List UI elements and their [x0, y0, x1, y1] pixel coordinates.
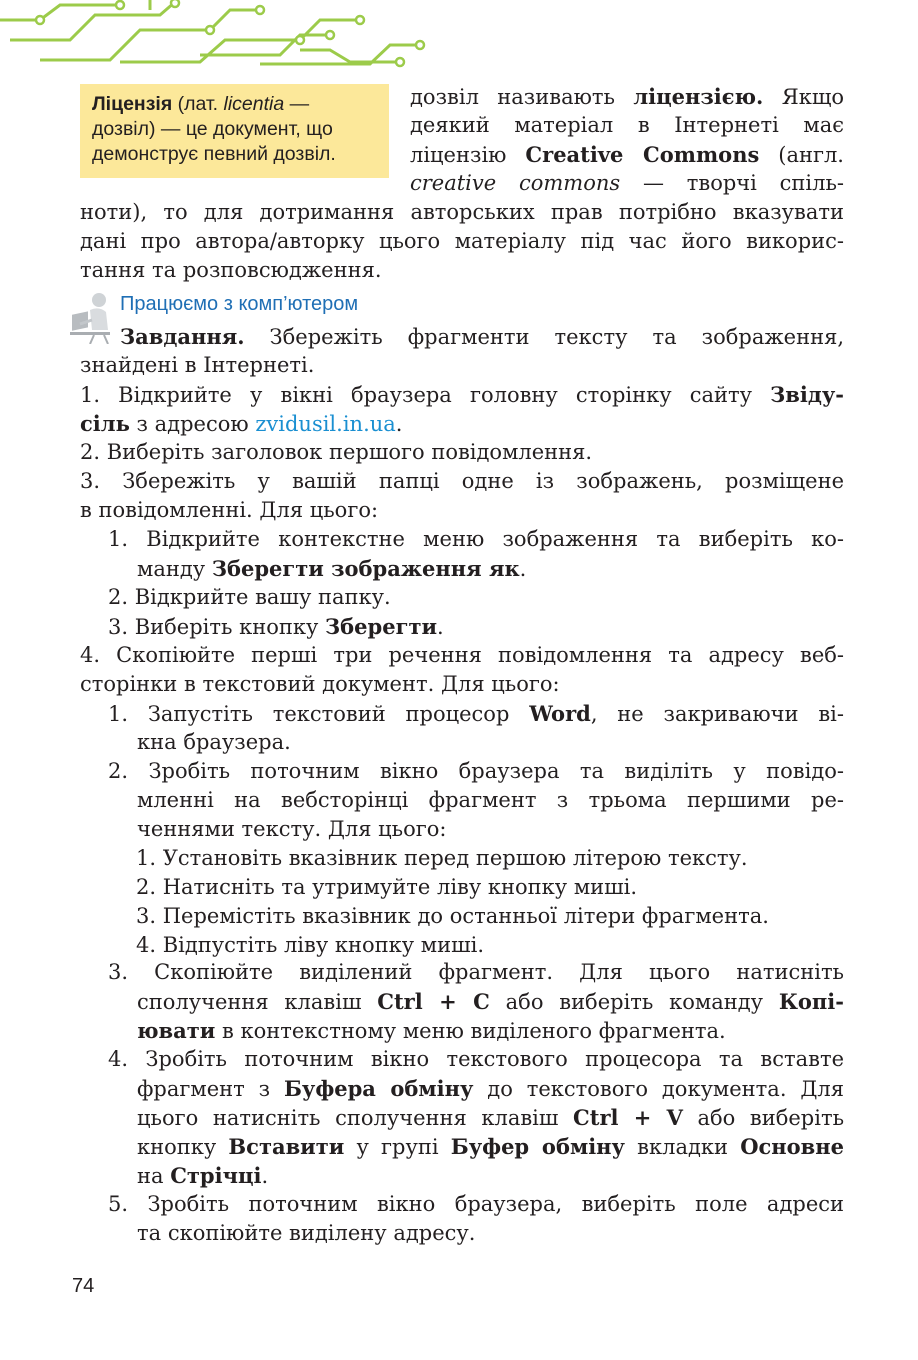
text-line: 3. Скопіюйте виділений фрагмент. Для цього натисніть: [108, 960, 844, 984]
task-label: Завдання.: [120, 324, 245, 349]
step-4-3: [108, 958, 844, 987]
step-3-1: [108, 525, 844, 554]
circuit-decoration: [0, 0, 430, 70]
text-line: мленні на вебсторінці фрагмент з трьома першими ре-: [137, 788, 844, 812]
text-line: манду Зберегти зображення як.: [137, 556, 527, 581]
text-line: фрагмент з Буфера обміну до текстового документа. Для: [137, 1076, 844, 1101]
step-4-4-cont: [137, 1074, 844, 1190]
text-line: та скопіюйте виділену адресу.: [137, 1221, 476, 1245]
text-line: ліцензію Creative Commons (англ.: [410, 142, 844, 167]
text-line: 3. Збережіть у вашій папці одне із зображень, розміщене: [80, 469, 844, 493]
step-3: [80, 467, 844, 525]
text-line: сторінки в текстовий документ. Для цього:: [80, 672, 560, 696]
text-line: дані про автора/авторку цього матеріалу під час його викорис-: [80, 229, 844, 253]
text-line: 2. Натисніть та утримуйте ліву кнопку миші.: [136, 875, 638, 899]
text-line: 5. Зробіть поточним вікно браузера, виберіть поле адреси: [108, 1192, 844, 1216]
step-4-2-cont: [137, 786, 844, 844]
text-line: сіль з адресою zvidusil.in.ua.: [80, 411, 403, 436]
text-line: ноти), то для дотримання авторських прав потрібно вказувати: [80, 200, 844, 224]
text-line: сполучення клавіш Ctrl + C або виберіть команду Копі-: [137, 989, 844, 1014]
definition-line-1: Ліцензія (лат. licentia —: [92, 93, 310, 115]
step-4-5: [108, 1190, 844, 1219]
text-line: кнопку Вставити у групі Буфер обміну вкладки Основне: [137, 1134, 844, 1159]
step-4-1-cont: [137, 728, 844, 757]
text-line: 4. Скопіюйте перші три речення повідомлення та адресу веб-: [80, 643, 844, 667]
step-4-5-cont: [137, 1219, 844, 1248]
step-4-1: [108, 699, 844, 728]
text-line: 1. Запустіть текстовий процесор Word, не закриваючи ві-: [108, 701, 844, 726]
step-1: [80, 380, 844, 438]
text-line: 1. Установіть вказівник перед першою літерою тексту.: [136, 846, 748, 870]
text-line: 2. Зробіть поточним вікно браузера та виділіть у повідо-: [108, 759, 844, 783]
text-line: 1. Відкрийте у вікні браузера головну сторінку сайту Звіду-: [80, 382, 844, 407]
step-3-2: [108, 583, 844, 612]
step-3-1-cont: [137, 554, 844, 583]
text-line: цього натисніть сполучення клавіш Ctrl + V або виберіть: [137, 1105, 845, 1130]
text-line: тання та розповсюдження.: [80, 258, 382, 282]
step-3-3: [108, 612, 844, 641]
task-intro: [80, 322, 844, 380]
text-line: ченнями тексту. Для цього:: [137, 817, 447, 841]
text-line: кна браузера.: [137, 730, 291, 754]
step-4-2: [108, 757, 844, 786]
intro-paragraph-full: [80, 198, 844, 285]
definition-box: [80, 84, 389, 178]
text-line: на Стрічці.: [137, 1163, 269, 1188]
text-line: 4. Відпустіть ліву кнопку миші.: [136, 933, 485, 957]
text-line: в повідомленні. Для цього:: [80, 498, 379, 522]
step-4-3-cont: [137, 987, 844, 1045]
text-line: ювати в контекстному меню виділеного фрагмента.: [137, 1018, 726, 1043]
step-4: [80, 641, 844, 699]
text-line: 1. Відкрийте контекстне меню зображення та виберіть ко-: [108, 527, 844, 551]
text-line: 3. Перемістіть вказівник до останньої літери фрагмента.: [136, 904, 769, 928]
text-line: дозвіл називають ліцензією. Якщо: [410, 84, 844, 109]
text-line: 2. Виберіть заголовок першого повідомлення.: [80, 440, 593, 464]
intro-paragraph-right: [410, 82, 844, 198]
text-line: Завдання. Збережіть фрагменти тексту та зображення,: [120, 324, 844, 349]
text-line: 2. Відкрийте вашу папку.: [108, 585, 391, 609]
step-2: [80, 438, 844, 467]
text-line: creative commons — творчі спіль-: [410, 171, 845, 195]
page-number: 74: [72, 1275, 95, 1297]
text-line: 4. Зробіть поточним вікно текстового процесора та вставте: [108, 1047, 844, 1071]
definition-line-2: дозвіл) — це документ, що: [92, 118, 333, 140]
text-line: деякий матеріал в Інтернеті має: [410, 113, 844, 137]
text-line: 3. Виберіть кнопку Зберегти.: [108, 614, 444, 639]
step-4-4: [108, 1045, 844, 1074]
section-heading: Працюємо з комп’ютером: [120, 293, 359, 315]
definition-term: Ліцензія: [92, 93, 173, 115]
step-4-2-sublist: [136, 844, 844, 960]
site-link[interactable]: zvidusil.in.ua: [255, 412, 396, 436]
text-line: знайдені в Інтернеті.: [80, 353, 315, 377]
definition-line-3: демонструє певний дозвіл.: [92, 143, 336, 165]
